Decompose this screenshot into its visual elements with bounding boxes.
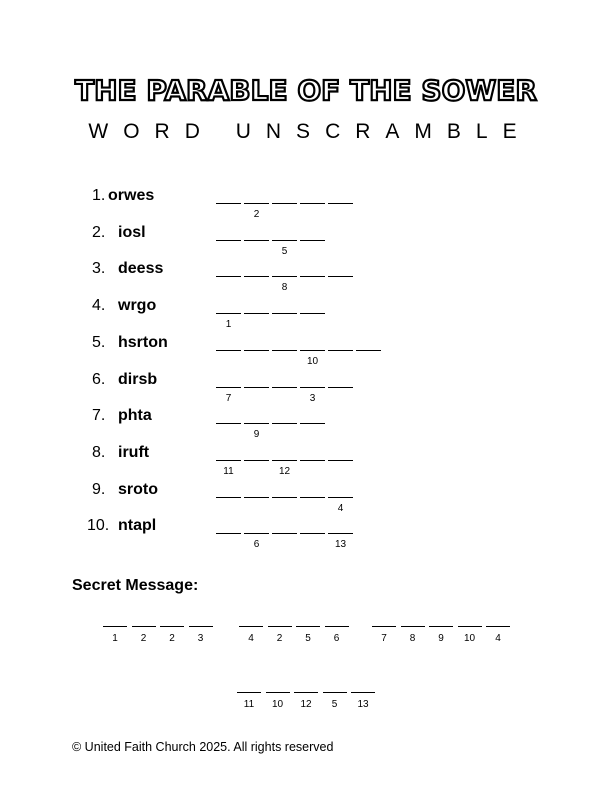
secret-letter-blank[interactable] (103, 626, 127, 627)
letter-blank[interactable] (272, 276, 297, 277)
secret-letter-index: 8 (281, 282, 288, 294)
letter-blank[interactable] (300, 387, 325, 388)
secret-letter-blank[interactable] (239, 626, 263, 627)
letter-blank[interactable] (244, 203, 269, 204)
word-row (0, 515, 612, 555)
secret-letter-blank[interactable] (189, 626, 213, 627)
word-row (0, 332, 612, 372)
secret-letter-number: 9 (438, 633, 444, 644)
secret-letter-index: 7 (225, 392, 232, 404)
word-number: 9. (92, 480, 106, 498)
secret-letter-index: 13 (334, 539, 347, 551)
secret-letter-number: 5 (305, 633, 311, 644)
secret-letter-blank[interactable] (458, 626, 482, 627)
scrambled-word: deess (118, 260, 164, 278)
word-row (0, 442, 612, 482)
letter-blank[interactable] (244, 497, 269, 498)
secret-letter-blank[interactable] (325, 626, 349, 627)
word-number: 1. (92, 187, 106, 204)
word-row (0, 185, 612, 225)
word-row (0, 405, 612, 445)
secret-letter-number: 13 (357, 699, 369, 710)
scrambled-word: orwes (108, 187, 155, 204)
word-row (0, 479, 612, 519)
scrambled-word: hsrton (118, 333, 168, 351)
scrambled-word: ntapl (118, 517, 157, 535)
letter-blank[interactable] (244, 460, 269, 461)
letter-blank[interactable] (328, 387, 353, 388)
word-number: 7. (92, 407, 106, 425)
letter-blank[interactable] (300, 276, 325, 277)
letter-blank[interactable] (272, 460, 297, 461)
letter-blank[interactable] (272, 497, 297, 498)
secret-letter-number: 2 (140, 633, 147, 644)
letter-blank[interactable] (216, 240, 241, 241)
secret-letter-number: 10 (463, 633, 476, 644)
letter-blank[interactable] (272, 423, 297, 424)
letter-blank[interactable] (244, 387, 269, 388)
letter-blank[interactable] (216, 203, 241, 204)
secret-letter-index: 5 (281, 245, 288, 257)
letter-blank[interactable] (244, 276, 269, 277)
letter-blank[interactable] (272, 203, 297, 204)
letter-blank[interactable] (216, 313, 241, 314)
letter-blank[interactable] (356, 350, 381, 351)
secret-message-label: Secret Message: (72, 577, 199, 594)
secret-letter-number: 5 (331, 699, 338, 710)
secret-letter-blank[interactable] (268, 626, 292, 627)
letter-blank[interactable] (244, 350, 269, 351)
scrambled-word: wrgo (118, 297, 157, 315)
secret-letter-number: 2 (276, 633, 283, 644)
letter-blank[interactable] (216, 387, 241, 388)
letter-blank[interactable] (300, 240, 325, 241)
secret-letter-blank[interactable] (237, 692, 261, 693)
secret-letter-number: 4 (495, 633, 501, 644)
letter-blank[interactable] (244, 240, 269, 241)
worksheet-title: THE PARABLE OF THE SOWER (75, 74, 537, 107)
secret-letter-number: 6 (333, 633, 340, 644)
letter-blank[interactable] (216, 423, 241, 424)
letter-blank[interactable] (300, 460, 325, 461)
letter-blank[interactable] (328, 276, 353, 277)
letter-blank[interactable] (216, 276, 241, 277)
secret-letter-number: 12 (300, 699, 312, 710)
word-row (0, 369, 612, 409)
secret-letter-number: 7 (381, 633, 387, 644)
letter-blank[interactable] (272, 533, 297, 534)
secret-letter-index: 1 (225, 319, 232, 331)
letter-blank[interactable] (216, 533, 241, 534)
word-number: 6. (92, 370, 106, 388)
word-number: 10. (87, 517, 110, 535)
word-number: 2. (92, 223, 106, 241)
secret-letter-number: 10 (271, 699, 284, 710)
letter-blank[interactable] (272, 387, 297, 388)
scrambled-word: iruft (118, 443, 150, 461)
scrambled-word: sroto (118, 480, 158, 498)
scrambled-word: iosl (118, 223, 146, 241)
word-number: 5. (92, 333, 106, 351)
secret-letter-blank[interactable] (132, 626, 156, 627)
letter-blank[interactable] (272, 313, 297, 314)
secret-letter-index: 4 (337, 502, 344, 514)
secret-letter-index: 12 (278, 465, 291, 477)
letter-blank[interactable] (244, 313, 269, 314)
secret-letter-number: 8 (409, 633, 416, 644)
secret-letter-blank[interactable] (486, 626, 510, 627)
letter-blank[interactable] (328, 460, 353, 461)
secret-letter-number: 11 (243, 699, 255, 710)
worksheet-subtitle: WORD UNSCRAMBLE (88, 120, 532, 143)
secret-letter-blank[interactable] (372, 626, 396, 627)
letter-blank[interactable] (328, 497, 353, 498)
secret-letter-index: 6 (253, 539, 260, 551)
letter-blank[interactable] (272, 350, 297, 351)
scrambled-word: phta (118, 407, 152, 425)
letter-blank[interactable] (244, 423, 269, 424)
secret-letter-index: 11 (223, 465, 234, 477)
secret-letter-blank[interactable] (401, 626, 425, 627)
secret-letter-blank[interactable] (323, 692, 347, 693)
letter-blank[interactable] (328, 203, 353, 204)
secret-letter-blank[interactable] (294, 692, 318, 693)
secret-letter-blank[interactable] (296, 626, 320, 627)
letter-blank[interactable] (216, 460, 241, 461)
secret-letter-blank[interactable] (351, 692, 375, 693)
scrambled-word: dirsb (118, 370, 158, 388)
secret-letter-number: 1 (112, 633, 118, 644)
copyright-notice: © United Faith Church 2025. All rights reserved (72, 740, 334, 754)
word-number: 3. (92, 260, 106, 278)
letter-blank[interactable] (216, 497, 241, 498)
secret-letter-number: 4 (248, 633, 254, 644)
secret-letter-blank[interactable] (160, 626, 184, 627)
word-number: 8. (92, 443, 106, 461)
letter-blank[interactable] (300, 497, 325, 498)
letter-blank[interactable] (300, 313, 325, 314)
secret-letter-blank[interactable] (429, 626, 453, 627)
word-number: 4. (92, 297, 106, 315)
letter-blank[interactable] (300, 533, 325, 534)
letter-blank[interactable] (216, 350, 241, 351)
letter-blank[interactable] (300, 423, 325, 424)
secret-letter-number: 3 (197, 633, 204, 644)
word-row (0, 258, 612, 298)
secret-letter-blank[interactable] (266, 692, 290, 693)
letter-blank[interactable] (300, 203, 325, 204)
secret-letter-index: 3 (309, 392, 316, 404)
word-row (0, 222, 612, 262)
secret-letter-index: 9 (253, 429, 260, 441)
secret-letter-number: 2 (169, 633, 175, 644)
letter-blank[interactable] (272, 240, 297, 241)
secret-letter-index: 2 (253, 209, 260, 220)
letter-blank[interactable] (244, 533, 269, 534)
secret-letter-index: 10 (306, 355, 319, 367)
letter-blank[interactable] (328, 350, 353, 351)
word-row (0, 295, 612, 335)
letter-blank[interactable] (328, 533, 353, 534)
letter-blank[interactable] (300, 350, 325, 351)
